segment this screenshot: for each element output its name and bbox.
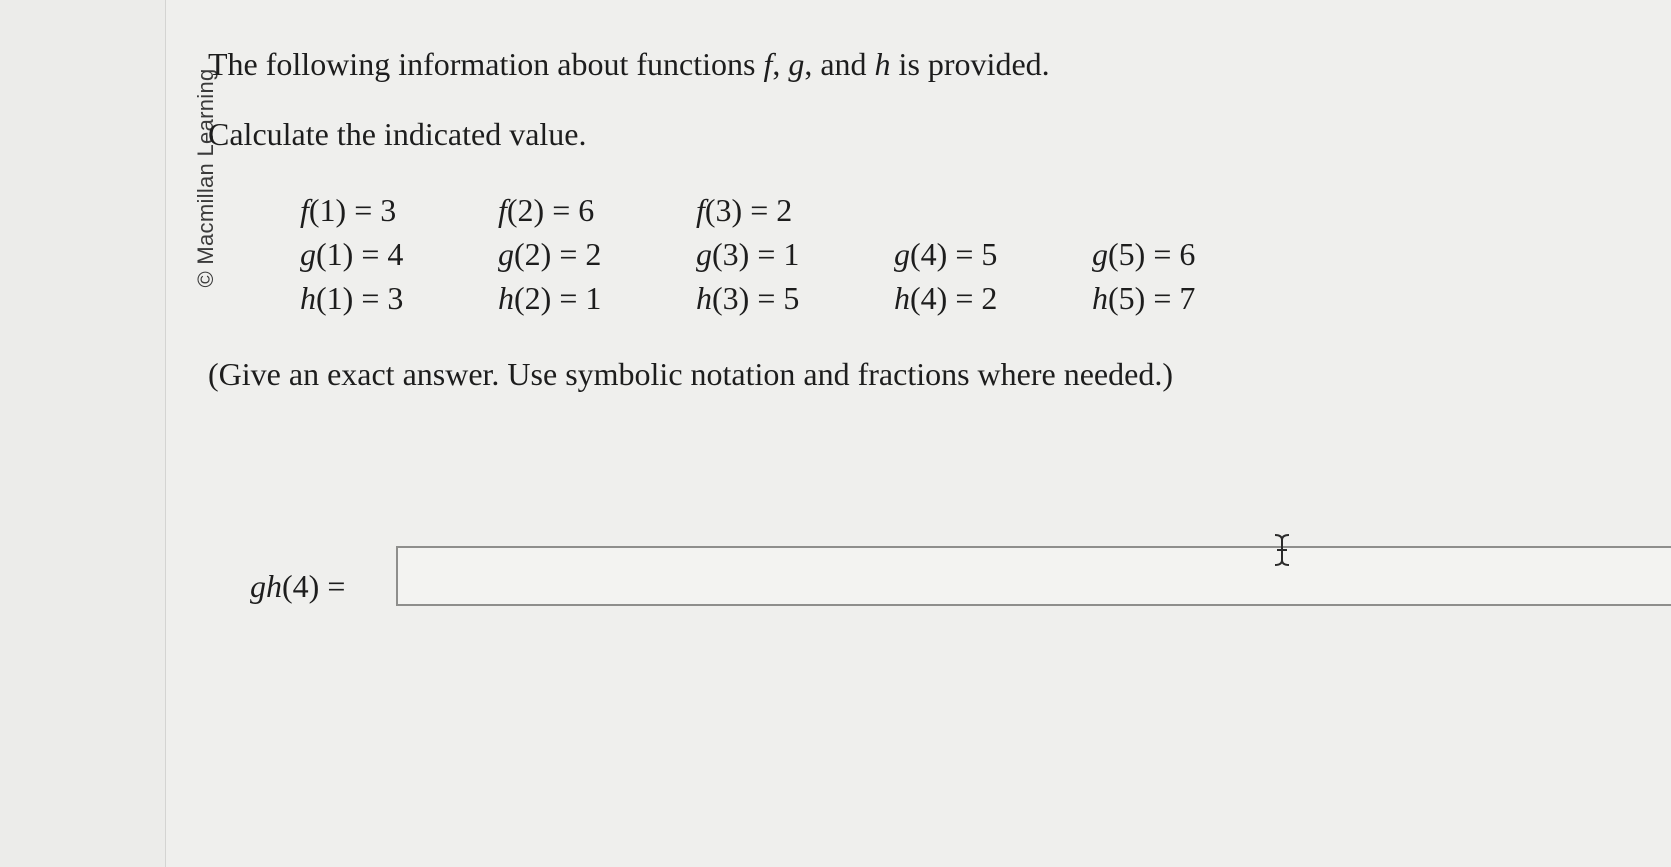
- answer-format-note: (Give an exact answer. Use symbolic notation and fractions where needed.): [208, 356, 1173, 392]
- given-value: f(2) = 6: [498, 192, 595, 228]
- given-value: h(5) = 7: [1092, 280, 1196, 316]
- variable-g: g: [788, 46, 805, 82]
- given-value: [1092, 188, 1290, 232]
- question-instruction: Calculate the indicated value.: [208, 116, 587, 152]
- variable-h: h: [874, 46, 891, 82]
- given-row-f: [300, 188, 1290, 232]
- given-value: g(2) = 2: [498, 236, 602, 272]
- given-value: g(5) = 6: [1092, 236, 1196, 272]
- question-intro: The following information about functions f, g, and h is provided.: [208, 46, 1050, 82]
- answer-prompt: gh(4) =: [250, 568, 346, 604]
- text-cursor-icon: [1272, 532, 1292, 568]
- answer-input[interactable]: [396, 546, 1671, 606]
- given-row-h: [300, 276, 1290, 320]
- given-row-g: [300, 232, 1290, 276]
- given-value: g(1) = 4: [300, 236, 404, 272]
- given-value: h(1) = 3: [300, 280, 404, 316]
- given-value: [894, 188, 1092, 232]
- given-values-table: [300, 188, 1290, 320]
- given-value: f(1) = 3: [300, 192, 397, 228]
- page-margin: [0, 0, 165, 867]
- given-value: h(2) = 1: [498, 280, 602, 316]
- given-value: g(3) = 1: [696, 236, 800, 272]
- given-value: f(3) = 2: [696, 192, 793, 228]
- copyright-credit: © Macmillan Learning: [193, 68, 218, 288]
- variable-f: f: [763, 46, 773, 82]
- given-value: g(4) = 5: [894, 236, 998, 272]
- given-value: h(4) = 2: [894, 280, 998, 316]
- given-value: h(3) = 5: [696, 280, 800, 316]
